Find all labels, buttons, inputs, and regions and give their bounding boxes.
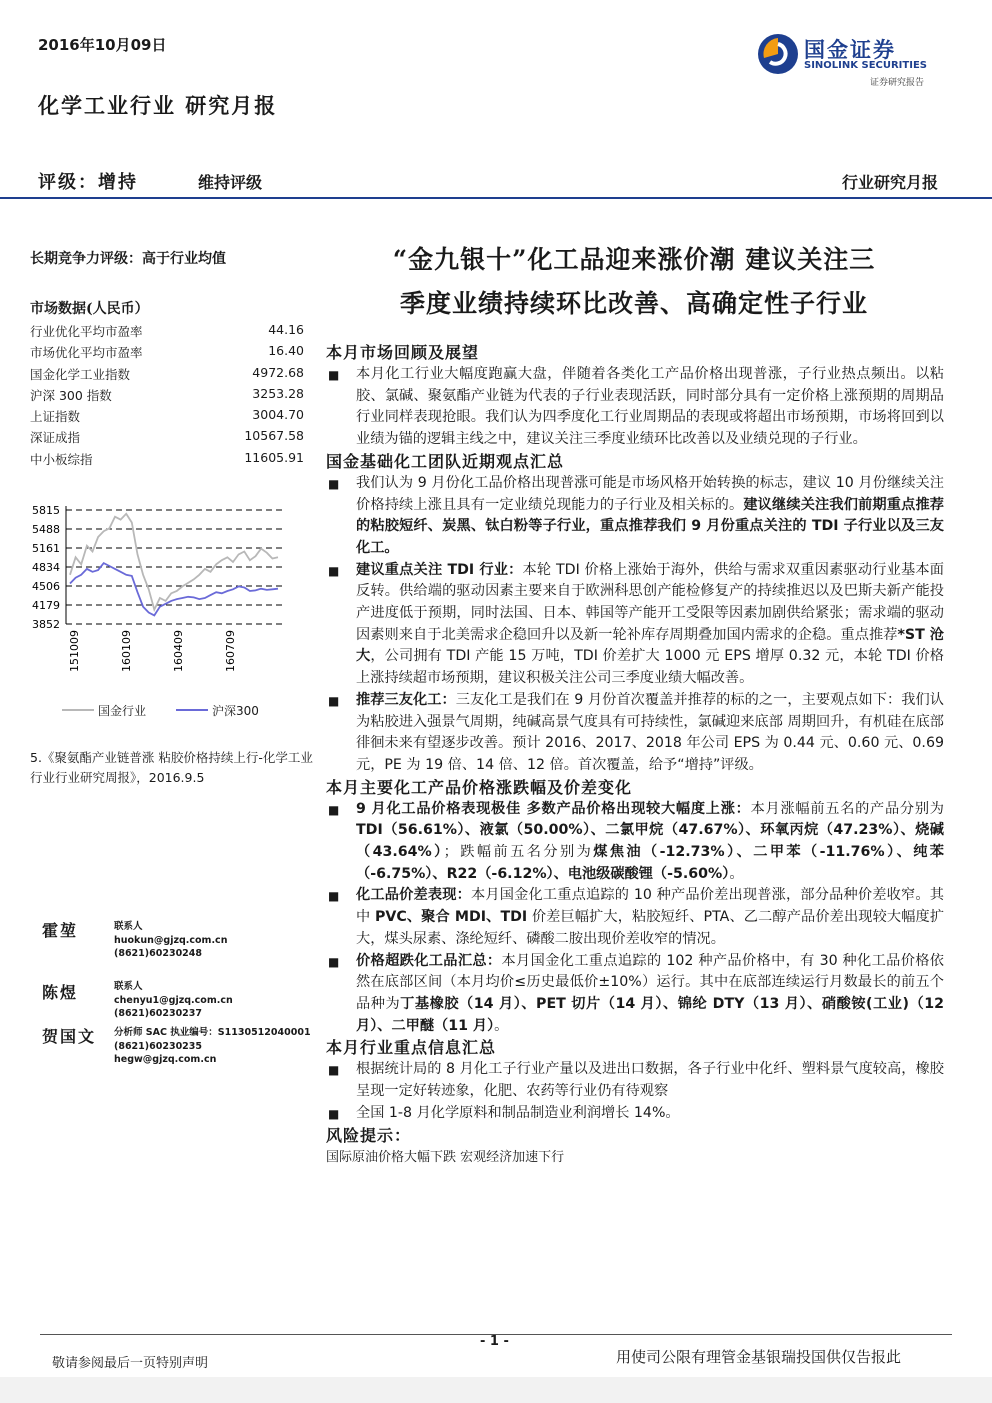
logo-mark-icon xyxy=(756,32,800,76)
y-tick-label: 4834 xyxy=(32,560,60,574)
section-title: 风险提示： xyxy=(326,1125,412,1145)
index-chart xyxy=(26,498,294,678)
square-bullet-icon: ■ xyxy=(328,889,340,904)
rating-label: 评级：增持 xyxy=(38,172,138,193)
report-date: 2016年10月09日 xyxy=(38,36,167,54)
section-title: 国金基础化工团队近期观点汇总 xyxy=(326,451,565,471)
section-title: 本月市场回顾及展望 xyxy=(326,343,480,362)
market-value: 10567.58 xyxy=(244,428,304,444)
bullet-paragraph: ■ 根据统计局的 8 月化工子行业产量以及进出口数据，各子行业中化纤、塑料景气度较高，橡胶呈现一定好转迹象，化肥、农药等行业仍有待观察 xyxy=(328,1061,944,1100)
square-bullet-icon: ■ xyxy=(328,1106,340,1121)
legend-label-industry: 国金行业 xyxy=(98,704,147,718)
square-bullet-icon: ■ xyxy=(328,1063,340,1078)
y-tick-label: 5488 xyxy=(32,522,60,536)
bullet-paragraph: ■ 建议重点关注 TDI 行业：本轮 TDI 价格上涨始于海外，供给与需求双重因素驱动行业基本面反转。供给端的驱动因素主要来自于欧洲科思创产能检修复产的持续推迟以及巴斯夫新产能投产进度低于预期，同时法国、日本、韩国等产能开工受限等因素加剧供给紧张；需求端的驱动因素则来自于北美需求企稳回升以及新一轮补库存周期叠加国内需求的企稳。重点推荐*ST 沧大，公司拥有 TDI 产能 15 万吨，TDI 价差扩大 1000 元 EPS 增厚 0.32 元，本轮 TDI 价格上涨持续超市场预期，建议积极关注公司三季度业绩大幅改善。 xyxy=(328,561,944,687)
market-key: 中小板综指 xyxy=(30,451,93,467)
footer-band xyxy=(0,1377,992,1403)
header-divider xyxy=(0,197,992,199)
market-value: 4972.68 xyxy=(252,364,304,380)
bullet-paragraph: ■ 9 月化工品价格表现极佳 多数产品价格出现较大幅度上涨：本月涨幅前五名的产品分别为 TDI（56.61%）、液氯（50.00%）、二氯甲烷（47.67%）、环氧丙烷（47.23%）、烧碱（43.64%）；跌幅前五名分别为煤焦油（-12.73%）、二甲苯（-11.76%）、纯苯（-6.75%）、R22（-6.12%）、电池级碳酸锂（-5.60%）。 xyxy=(328,800,944,882)
x-tick-label: 160109 xyxy=(120,630,133,672)
logo-en: SINOLINK SECURITIES xyxy=(804,60,927,71)
bullet-paragraph: ■ 本月化工行业大幅度跑赢大盘，伴随着各类化工产品价格出现普涨，子行业热点频出。以粘胶、氯碱、聚氨酯产业链为代表的子行业表现活跃，同时部分具有一定价格上涨预期的周期品行业同样表现抢眼。我们认为四季度化工行业周期品的表现或将超出市场预期，市场将回到以业绩为锚的逻辑主线之中，建议关注三季度业绩环比改善以及业绩兑现的子行业。 xyxy=(328,366,944,448)
analyst-email[interactable]: huokun@gjzq.com.cn xyxy=(114,934,228,946)
market-value: 3004.70 xyxy=(252,407,304,423)
bullet-paragraph: ■ 全国 1-8 月化学原料和制品制造业利润增长 14%。 xyxy=(326,1103,944,1125)
y-tick-label: 4506 xyxy=(32,580,60,594)
market-row xyxy=(30,448,304,469)
bullet-paragraph: ■ 价格超跌化工品汇总：本月国金化工重点追踪的 102 种产品价格中，有 30 种化工品价格依然在底部区间（本月均价≤历史最低价±10%）运行。其中在底部连续运行月数最长的前五个品种为丁基橡胶（14 月）、PET 切片（14 月）、锦纶 DTY（13 月）、硝酸铵(工业)（12 月）、二甲醚（11 月）。 xyxy=(328,952,944,1034)
square-bullet-icon: ■ xyxy=(328,563,340,578)
analyst-role: 联系人 xyxy=(114,921,143,932)
bullet-paragraph: ■ 推荐三友化工：三友化工是我们在 9 月份首次覆盖并推荐的标的之一，主要观点如下：我们认为粘胶进入强景气周期，纯碱高景气度具有可持续性，氯碱迎来底部 周期回升，有机硅在底部徘徊未来有望逐步改善。预计 2016、2017、2018 年公司 EPS 为 0.44 元、0.60 元、0.69 元，PE 为 19 倍、14 倍、12 倍。首次覆盖，给予“增持”评级。 xyxy=(328,691,944,773)
analyst-email[interactable]: chenyu1@gjzq.com.cn xyxy=(114,994,233,1006)
square-bullet-icon: ■ xyxy=(328,476,340,491)
analyst-phone: (8621)60230248 xyxy=(114,948,203,959)
competitive-rating: 长期竞争力评级：高于行业均值 xyxy=(30,251,226,267)
related-report-note: 5.《聚氨酯产业链普涨 粘胶价格持续上行-化学工业行业行业研究周报》，2016.9.5 xyxy=(30,750,313,785)
market-row xyxy=(30,426,304,447)
headline-line: 季度业绩持续环比改善、高确定性子行业 xyxy=(399,289,868,318)
analyst-name: 贺国文 xyxy=(42,1027,97,1046)
analyst-phone: (8621)60230237 xyxy=(114,1008,203,1019)
page-number: - 1 - xyxy=(480,1334,509,1349)
section-title: 本月行业重点信息汇总 xyxy=(326,1038,497,1058)
report-title: 化学工业行业 研究月报 xyxy=(38,93,278,118)
market-row xyxy=(30,384,304,405)
square-bullet-icon: ■ xyxy=(328,693,340,708)
market-data-title: 市场数据(人民币） xyxy=(30,301,149,317)
market-value: 3253.28 xyxy=(252,385,304,401)
analyst-role: 联系人 xyxy=(114,981,143,992)
market-key: 深证成指 xyxy=(30,430,81,446)
square-bullet-icon: ■ xyxy=(328,954,340,969)
analyst-phone: (8621)60230235 xyxy=(114,1040,203,1052)
report-headline xyxy=(326,238,942,326)
y-tick-label: 3852 xyxy=(32,618,60,631)
logo-name: 国金证券 xyxy=(804,37,896,62)
market-value: 44.16 xyxy=(268,322,304,337)
rating-bar xyxy=(38,168,942,196)
market-data-table xyxy=(30,320,304,469)
market-row xyxy=(30,341,304,362)
market-row xyxy=(30,320,304,341)
market-key: 上证指数 xyxy=(30,409,81,425)
market-key: 行业优化平均市盈率 xyxy=(30,324,143,339)
chart-legend xyxy=(62,700,312,720)
analyst-name: 霍堃 xyxy=(42,921,79,940)
y-tick-label: 5161 xyxy=(32,541,60,555)
analyst-name: 陈煜 xyxy=(42,983,79,1002)
analyst-email[interactable]: hegw@gjzq.com.cn xyxy=(114,1054,217,1065)
market-value: 16.40 xyxy=(268,343,304,359)
x-tick-label: 160409 xyxy=(172,630,185,672)
legend-swatch-industry xyxy=(62,709,94,711)
series-line-industry xyxy=(70,514,278,610)
legend-label-hs300: 沪深300 xyxy=(212,704,259,718)
square-bullet-icon: ■ xyxy=(328,368,340,382)
y-tick-label: 4179 xyxy=(32,599,60,613)
footer-mirrored-text: 用使司公限有理管金基银瑞投国供仅告报此 xyxy=(616,1348,902,1366)
headline-line: “金九银十”化工品迎来涨价潮 建议关注三 xyxy=(392,245,876,274)
rating-action: 维持评级 xyxy=(198,173,263,192)
market-row xyxy=(30,405,304,426)
market-key: 国金化学工业指数 xyxy=(30,366,131,382)
report-type: 行业研究月报 xyxy=(841,173,938,192)
analyst-sac-id: 分析师 SAC 执业编号：S1130512040001 xyxy=(114,1027,311,1038)
market-row xyxy=(30,363,304,384)
series-line-hs300 xyxy=(70,563,278,615)
market-key: 沪深 300 指数 xyxy=(30,387,112,403)
y-tick-label: 5815 xyxy=(32,504,60,517)
risk-text: 国际原油价格大幅下跌 宏观经济加速下行 xyxy=(326,1149,565,1165)
disclaimer-note: 敬请参阅最后一页特别声明 xyxy=(52,1356,209,1371)
square-bullet-icon: ■ xyxy=(328,802,340,817)
section-title: 本月主要化工产品价格涨跌幅及价差变化 xyxy=(326,777,633,797)
x-tick-label: 151009 xyxy=(68,630,81,672)
x-tick-label: 160709 xyxy=(224,630,237,672)
bullet-paragraph: ■ 化工品价差表现：本月国金化工重点追踪的 10 种产品价差出现普涨，部分品种价差收窄。其中 PVC、聚合 MDI、TDI 价差巨幅扩大，粘胶短纤、PTA、乙二醇产品价差出现较大幅度扩大，煤头尿素、涤纶短纤、磷酸二胺出现价差收窄的情况。 xyxy=(328,887,945,947)
market-value: 11605.91 xyxy=(244,449,304,465)
index-chart-svg xyxy=(26,498,294,678)
legend-swatch-hs300 xyxy=(176,709,208,711)
market-key: 市场优化平均市盈率 xyxy=(30,345,143,361)
main-content xyxy=(326,342,944,1169)
bullet-paragraph: ■ 我们认为 9 月份化工品价格出现普涨可能是市场风格开始转换的标志，建议 10 月份继续关注价格持续上涨且具有一定业绩兑现能力的子行业及相关标的。建议继续关注我们前期重点推荐的粘胶短纤、炭黑、钛白粉等子行业，重点推荐我们 9 月份重点关注的 TDI 子行业以及三友化工。 xyxy=(328,474,944,556)
company-logo xyxy=(756,30,956,90)
logo-subtitle: 证券研究报告 xyxy=(870,78,925,88)
